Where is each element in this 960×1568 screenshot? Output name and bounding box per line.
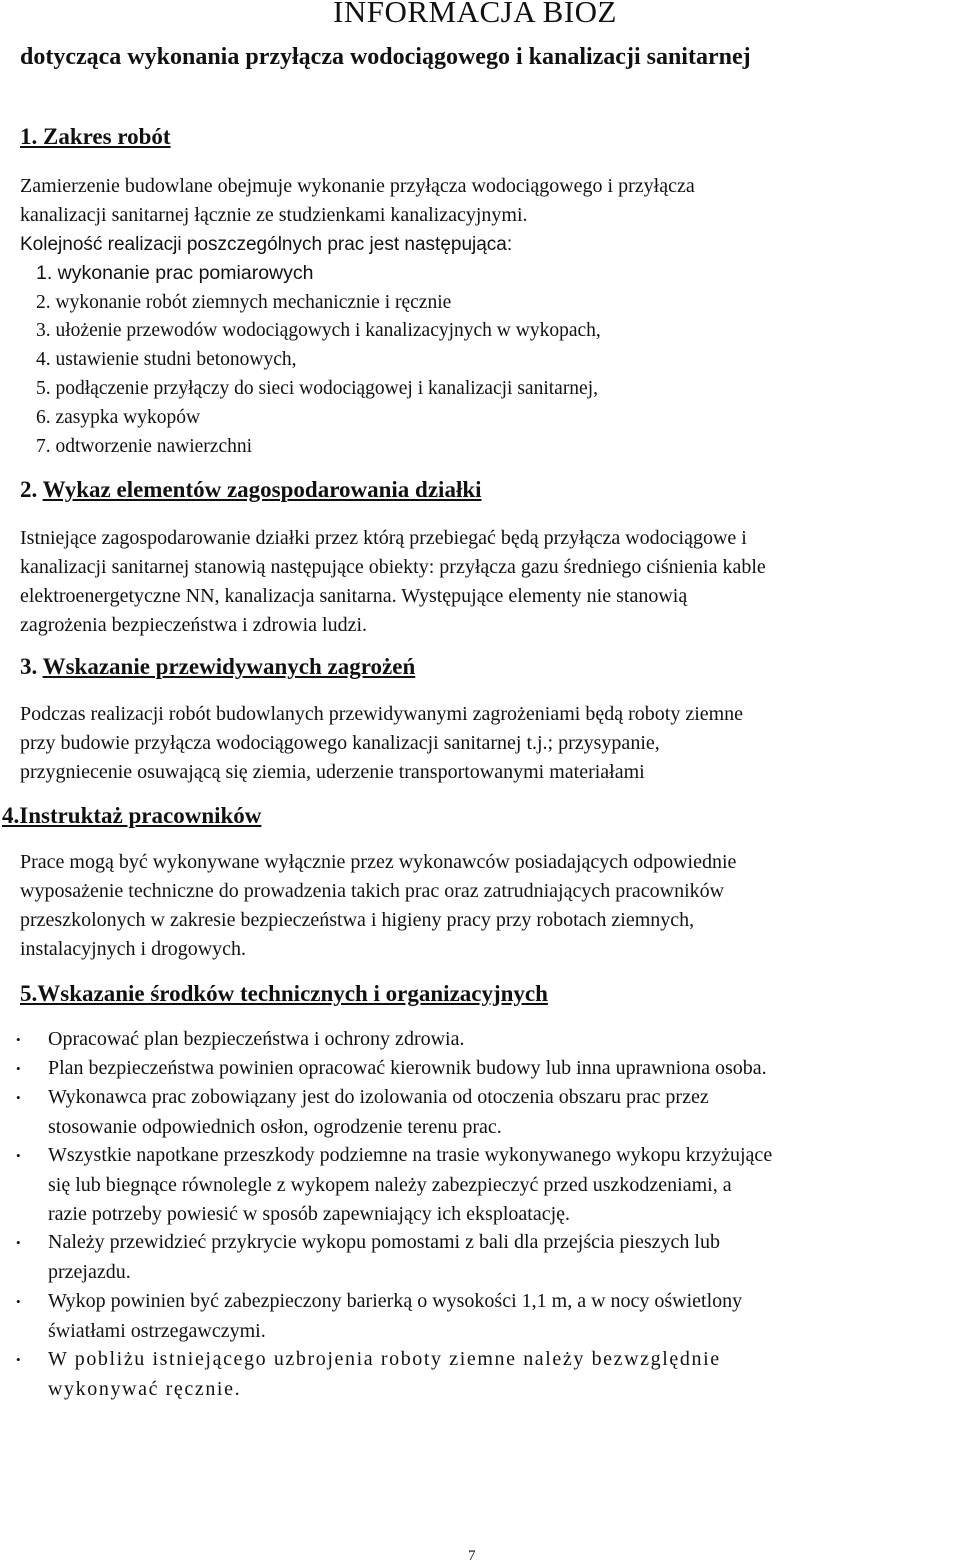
- section-4-line: przeszkolonych w zakresie bezpieczeństwa i higieny pracy przy robotach ziemnych,: [20, 909, 695, 931]
- section-5-heading: 5.Wskazanie środków technicznych i organizacyjnych: [20, 981, 548, 1006]
- list-item: 1. wykonanie prac pomiarowych: [36, 262, 314, 284]
- bullet-text: [48, 1054, 767, 1084]
- bullet-icon: •: [16, 1148, 21, 1163]
- bullet-line: Plan bezpieczeństwa powinien opracować kierownik budowy lub inna uprawniona osoba.: [48, 1057, 767, 1079]
- bullet-icon: •: [16, 1032, 21, 1047]
- section-4-line: instalacyjnych i drogowych.: [20, 938, 247, 960]
- bullet-line: Należy przewidzieć przykrycie wykopu pomostami z bali dla przejścia pieszych lub: [48, 1231, 720, 1253]
- list-item: 3. ułożenie przewodów wodociągowych i kanalizacyjnych w wykopach,: [36, 320, 601, 341]
- bullet-line: światłami ostrzegawczymi.: [48, 1319, 266, 1342]
- document-subtitle: dotycząca wykonania przyłącza wodociągowego i kanalizacji sanitarnej: [20, 44, 751, 70]
- list-item: 7. odtworzenie nawierzchni: [36, 436, 253, 457]
- section-2-text: [20, 524, 960, 640]
- bullet-icon: •: [16, 1235, 21, 1250]
- bullet-line: przejazdu.: [48, 1260, 131, 1283]
- bullet-line: się lub biegnące równolegle z wykopem należy zabezpieczyć przed uszkodzeniami, a: [48, 1173, 732, 1196]
- section-3-line: przygniecenie osuwającą się ziemia, uderzenie transportowanymi materiałami: [20, 761, 645, 783]
- section-2-line: elektroenergetyczne NN, kanalizacja sanitarna. Występujące elementy nie stanowią: [20, 585, 688, 607]
- bullet-text: [48, 1287, 742, 1346]
- bullet-line: Wszystkie napotkane przeszkody podziemne na trasie wykonywanego wykopu krzyżujące: [48, 1144, 773, 1166]
- section-1-intro-line: kanalizacji sanitarnej łącznie ze studzienkami kanalizacyjnymi.: [20, 204, 528, 226]
- list-item: 5. podłączenie przyłączy do sieci wodociągowej i kanalizacji sanitarnej,: [36, 378, 599, 399]
- list-item: 2. wykonanie robót ziemnych mechanicznie i ręcznie: [36, 292, 452, 313]
- list-item: 4. ustawienie studni betonowych,: [36, 349, 297, 370]
- bullet-line: razie potrzeby powiesić w sposób zapewniający ich eksploatację.: [48, 1203, 571, 1225]
- section-1-order-label: Kolejność realizacji poszczególnych prac jest następująca:: [20, 234, 513, 255]
- section-3-line: Podczas realizacji robót budowlanych przewidywanymi zagrożeniami będą roboty ziemne: [20, 703, 744, 725]
- section-3-text: [20, 700, 950, 787]
- document-title: INFORMACJA BIOZ: [333, 0, 617, 29]
- section-3-line: przy budowie przyłącza wodociągowego kanalizacji sanitarnej t.j.; przysypanie,: [20, 732, 660, 754]
- section-2-line: zagrożenia bezpieczeństwa i zdrowia ludzi.: [20, 614, 368, 636]
- list-item: 6. zasypka wykopów: [36, 407, 201, 428]
- bullet-icon: •: [16, 1352, 21, 1367]
- section-3-heading: [20, 654, 415, 680]
- section-3-title: Wskazanie przewidywanych zagrożeń: [42, 654, 416, 679]
- section-4-line: Prace mogą być wykonywane wyłącznie przez wykonawców posiadających odpowiednie: [20, 851, 737, 873]
- bullet-line: Wykop powinien być zabezpieczony barierką o wysokości 1,1 m, a w nocy oświetlony: [48, 1290, 743, 1312]
- section-1-heading: 1. Zakres robót: [20, 124, 171, 149]
- bullet-line: W pobliżu istniejącego uzbrojenia roboty ziemne należy bezwzględnie: [48, 1348, 721, 1370]
- section-2-heading: [20, 477, 482, 503]
- section-1-intro-line: Zamierzenie budowlane obejmuje wykonanie przyłącza wodociągowego i przyłącza: [20, 175, 695, 197]
- section-2-number: 2.: [20, 477, 38, 502]
- bullet-icon: •: [16, 1294, 21, 1309]
- bullet-line: Opracować plan bezpieczeństwa i ochrony zdrowia.: [48, 1028, 465, 1050]
- section-1-intro: [20, 172, 950, 230]
- bullet-line: stosowanie odpowiednich osłon, ogrodzenie terenu prac.: [48, 1115, 502, 1138]
- section-4-heading: 4.Instruktaż pracowników: [2, 803, 262, 828]
- bullet-text: [48, 1345, 721, 1404]
- bullet-line: Wykonawca prac zobowiązany jest do izolowania od otoczenia obszaru prac przez: [48, 1086, 709, 1108]
- bullet-icon: •: [16, 1090, 21, 1105]
- section-2-line: kanalizacji sanitarnej stanowią następujące obiekty: przyłącza gazu średniego ciśnienia kable: [20, 556, 766, 578]
- bullet-icon: •: [16, 1061, 21, 1076]
- page-number: 7: [468, 1548, 476, 1564]
- section-2-title: Wykaz elementów zagospodarowania działki: [42, 477, 482, 502]
- section-4-text: [20, 848, 950, 964]
- section-4-line: wyposażenie techniczne do prowadzenia takich prac oraz zatrudniających pracowników: [20, 880, 725, 902]
- bullet-line: wykonywać ręcznie.: [48, 1377, 242, 1400]
- section-2-line: Istniejące zagospodarowanie działki przez którą przebiegać będą przyłącza wodociągowe i: [20, 527, 747, 549]
- bullet-text: [48, 1083, 709, 1142]
- bullet-text: [48, 1141, 772, 1230]
- section-3-number: 3.: [20, 654, 38, 679]
- bullet-text: [48, 1228, 720, 1287]
- bullet-text: [48, 1025, 464, 1055]
